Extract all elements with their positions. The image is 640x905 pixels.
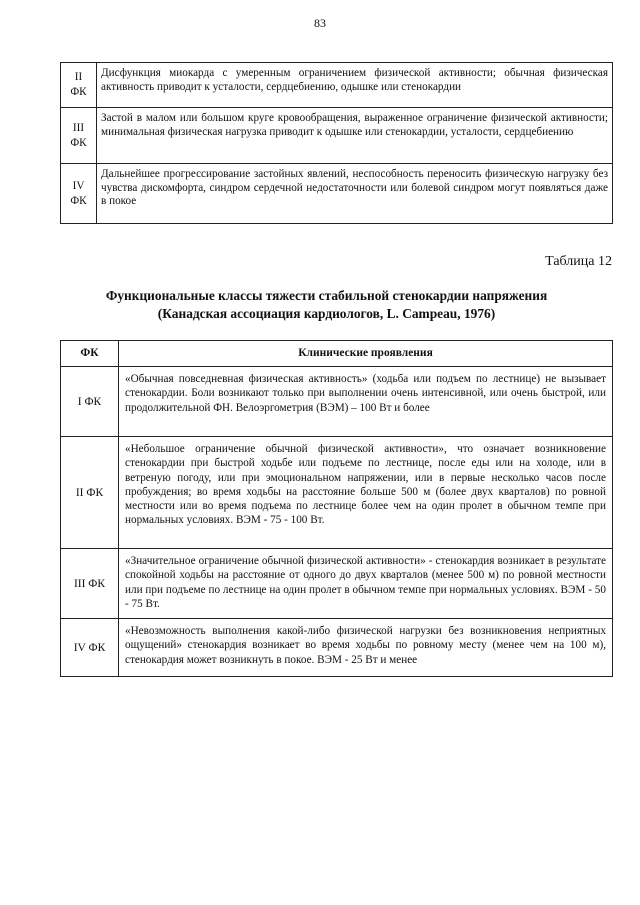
fk-cell xyxy=(61,164,97,224)
heart-failure-class-table xyxy=(60,62,613,224)
table-row xyxy=(61,63,613,108)
angina-class-table xyxy=(60,340,613,677)
description-cell: Застой в малом или большом круге кровообращения, выраженное ограничение физической активности; минимальная физическая нагрузка приводит к одышке или стенокардии, усталости, сердцебиению xyxy=(97,108,613,164)
description-cell: «Значительное ограничение обычной физической активности» - стенокардия возникает в результате спокойной ходьбы на расстояние от одного до двух кварталов (менее 500 м) по ровной местности или при подъеме по лестнице на один пролет в обычном темпе при нормальных условиях. ВЭМ - 50 - 75 Вт. xyxy=(119,549,613,619)
fk-roman: III xyxy=(72,121,85,134)
table-row xyxy=(61,108,613,164)
fk-cell: IV ФК xyxy=(61,619,119,677)
table-row xyxy=(61,549,613,619)
page-number: 83 xyxy=(314,16,326,30)
fk-suffix: ФК xyxy=(70,86,87,98)
table-label: Таблица 12 xyxy=(545,254,612,269)
column-header-fk: ФК xyxy=(61,341,119,367)
fk-suffix: ФК xyxy=(70,194,87,207)
table-header-row xyxy=(61,341,613,367)
column-header-manifestations: Клинические проявления xyxy=(119,341,613,367)
fk-cell: III ФК xyxy=(61,549,119,619)
description-cell: «Обычная повседневная физическая активность» (ходьба или подъем по лестнице) не вызывает стенокардии. Боли возникают только при выполнении очень интенсивной, или очень быстрой, или продолжительной ФН. Велоэргометрия (ВЭМ) – 100 Вт и более xyxy=(119,367,613,437)
fk-roman: IV xyxy=(72,179,85,192)
table-row xyxy=(61,367,613,437)
fk-cell xyxy=(61,108,97,164)
table-subtitle-line: (Канадская ассоциация кардиологов, L. Campeau, 1976) xyxy=(157,306,496,321)
fk-cell xyxy=(61,63,97,108)
table-row xyxy=(61,619,613,677)
fk-cell: I ФК xyxy=(61,367,119,437)
fk-roman: II xyxy=(74,71,83,83)
table-title xyxy=(40,287,613,323)
fk-suffix: ФК xyxy=(70,136,87,149)
table-row xyxy=(61,437,613,549)
description-cell: Дальнейшее прогрессирование застойных явлений, неспособность переносить физическую нагрузку без чувства дискомфорта, синдром сердечной недостаточности или болевой синдром могут появляться даже в покое xyxy=(97,164,613,224)
fk-cell: II ФК xyxy=(61,437,119,549)
description-cell: «Невозможность выполнения какой-либо физической нагрузки без возникновения неприятных ощущений» стенокардия возникает во время ходьбы по ровному месту (менее чем на 100 м), стенокардия может возникнуть в покое. ВЭМ - 25 Вт и менее xyxy=(119,619,613,677)
table-title-line: Функциональные классы тяжести стабильной стенокардии напряжения xyxy=(105,288,548,303)
table-row xyxy=(61,164,613,224)
description-cell: «Небольшое ограничение обычной физической активности», что означает возникновение стенокардии при быстрой ходьбе или подъеме по лестнице, после еды или на холоде, или в ветреную погоду, или при эмоциональном напряжении, или в первые несколько часов после пробуждения; во время ходьбы на расстояние больше 500 м (более двух кварталов) по ровной местности или во время подъема по лестнице более чем на один пролет в обычном темпе при нормальных условиях. ВЭМ - 75 - 100 Вт. xyxy=(119,437,613,549)
description-cell: Дисфункция миокарда с умеренным ограничением физической активности; обычная физическая активность приводит к усталости, сердцебиению, одышке или стенокардии xyxy=(97,63,613,108)
